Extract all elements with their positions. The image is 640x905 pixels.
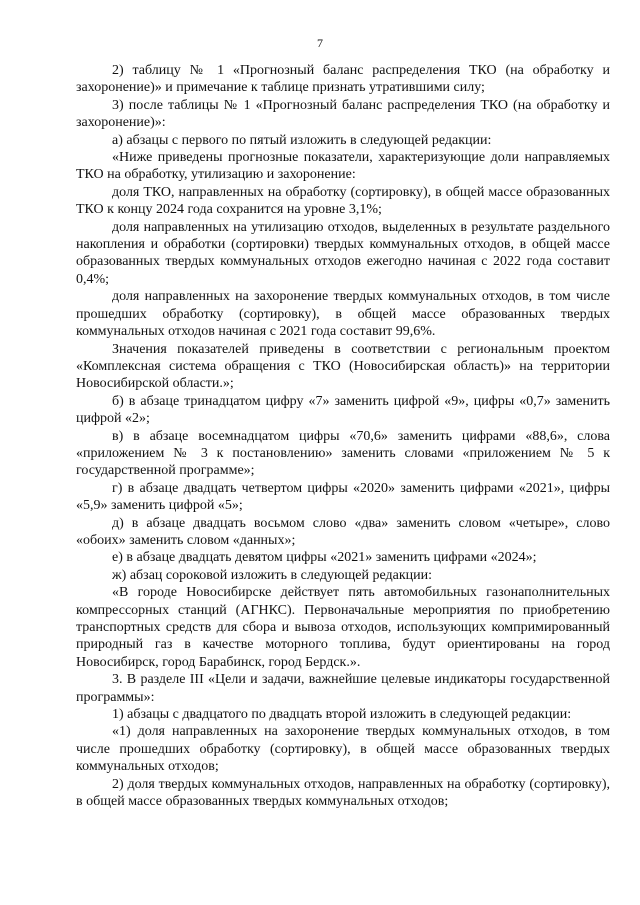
paragraph: «В городе Новосибирске действует пять автомобильных газонаполнительных компрессорных станций (АГНКС). Первоначальные мероприятия по приобретению транспортных средств для сбора и вывоза отходов, использующих компримированный природный газ в качестве моторного топлива, будут ориентированы на город Новосибирск, город Барабинск, город Бердск.». — [76, 585, 610, 670]
paragraph: а) абзацы с первого по пятый изложить в следующей редакции: — [112, 132, 492, 148]
paragraph: е) в абзаце двадцать девятом цифры «2021» заменить цифрами «2024»; — [112, 550, 537, 566]
paragraph: 3) после таблицы № 1 «Прогнозный баланс распределения ТКО (на обработку и захоронение)»: — [76, 97, 610, 131]
paragraph: доля направленных на утилизацию отходов, выделенных в результате раздельного накопления и обработки (сортировки) твердых коммунальных отходов, в общей массе образованных твердых коммунальных отходов ежегодно начиная с 2022 года составит 0,4%; — [76, 219, 610, 287]
paragraph: «Ниже приведены прогнозные показатели, характеризующие доли направляемых ТКО на обработку, утилизацию и захоронение: — [76, 150, 610, 183]
document-body — [76, 62, 610, 810]
paragraph: б) в абзаце тринадцатом цифру «7» заменить цифрой «9», цифры «0,7» заменить цифрой «2»; — [76, 393, 610, 427]
paragraph: 3. В разделе III «Цели и задачи, важнейшие целевые индикаторы государственной программы»: — [76, 672, 610, 705]
page-number: 7 — [317, 36, 323, 50]
paragraph: в) в абзаце восемнадцатом цифры «70,6» заменить цифрами «88,6», слова «приложением № 3 к постановлению» заменить словами «приложением № 5 к государственной программе»; — [76, 428, 610, 479]
paragraph: 2) таблицу № 1 «Прогнозный баланс распределения ТКО (на обработку и захоронение)» и примечание к таблице признать утратившими силу; — [76, 63, 610, 96]
paragraph: ж) абзац сороковой изложить в следующей редакции: — [112, 567, 432, 583]
paragraph: г) в абзаце двадцать четвертом цифры «2020» заменить цифрами «2021», цифры «5,9» заменить цифрой «5»; — [76, 480, 610, 514]
paragraph: 2) доля твердых коммунальных отходов, направленных на обработку (сортировку), в общей массе образованных твердых коммунальных отходов; — [76, 776, 610, 810]
paragraph: «1) доля направленных на захоронение твердых коммунальных отходов, в том числе прошедших обработку (сортировку), в общей массе образованных твердых коммунальных отходов; — [76, 724, 610, 775]
paragraph: доля направленных на захоронение твердых коммунальных отходов, в том числе прошедших обработку (сортировку), в общей массе образованных твердых коммунальных отходов начиная с 2021 года составит 99,6%. — [76, 289, 610, 340]
paragraph: д) в абзаце двадцать восьмом слово «два» заменить словом «четыре», слово «обоих» заменить словом «данных»; — [76, 515, 610, 548]
paragraph: 1) абзацы с двадцатого по двадцать второй изложить в следующей редакции: — [112, 707, 572, 723]
paragraph: Значения показателей приведены в соответствии с региональным проектом «Комплексная система обращения с ТКО (Новосибирская область)» на территории Новосибирской области.»; — [76, 341, 610, 392]
paragraph: доля ТКО, направленных на обработку (сортировку), в общей массе образованных ТКО к концу 2024 года сохранится на уровне 3,1%; — [76, 184, 610, 218]
